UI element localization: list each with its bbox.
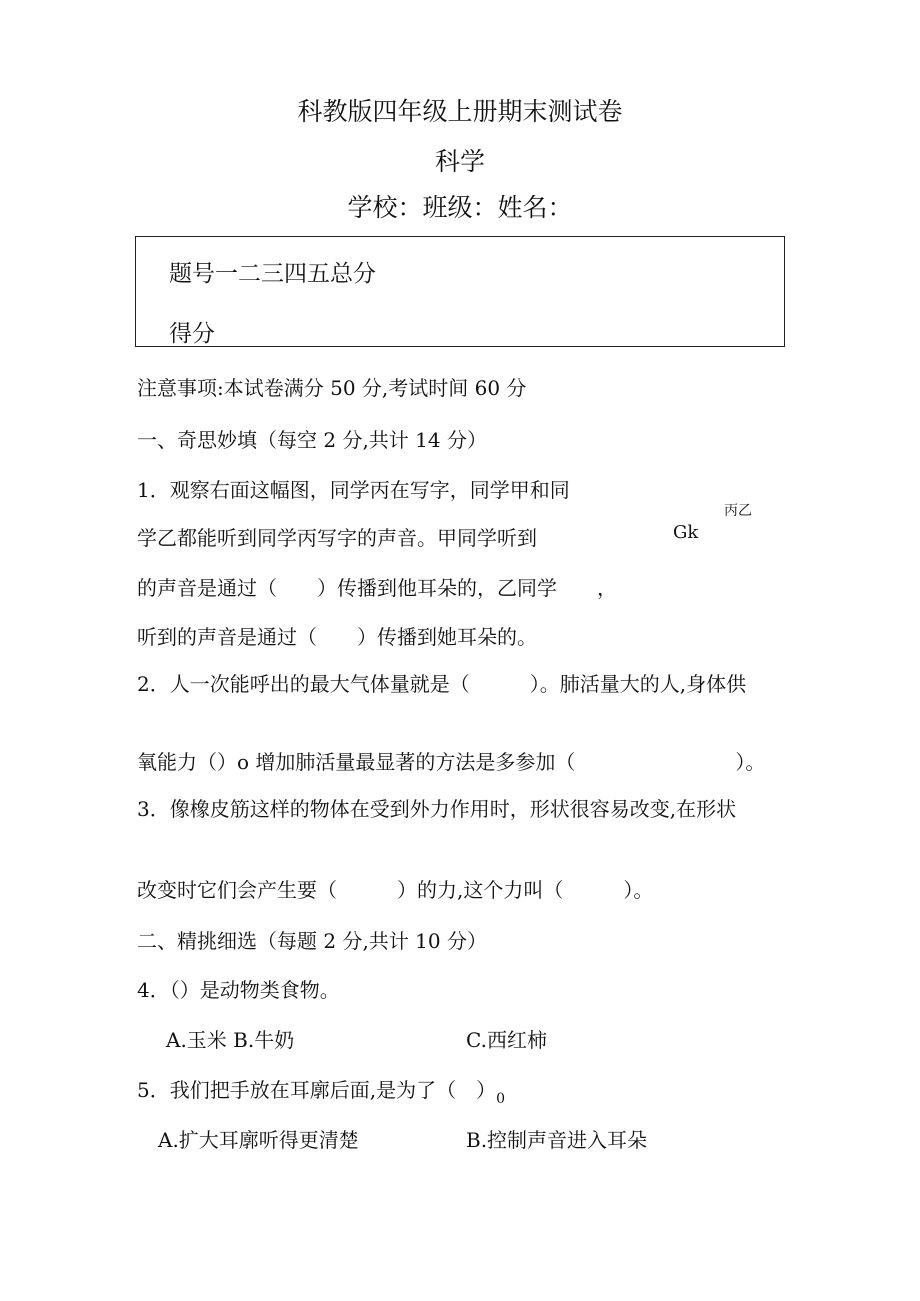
q4-option-c: C.西红柿 <box>466 1028 547 1052</box>
q2-line-2: 氧能力（）o 增加肺活量最显著的方法是多参加（ ）。 <box>137 750 766 774</box>
section-2-heading: 二、精挑细选（每题 2 分,共计 10 分） <box>137 929 487 953</box>
q1-line-2: 学乙都能听到同学丙写字的声音。甲同学听到 <box>137 526 537 550</box>
section-1-heading: 一、奇思妙填（每空 2 分,共计 14 分） <box>137 428 487 452</box>
q5-stem-text: 5．我们把手放在耳廓后面,是为了（ ） <box>137 1078 497 1102</box>
q5-option-a: A.扩大耳廓听得更清楚 <box>158 1128 359 1152</box>
q2-line-1: 2．人一次能呼出的最大气体量就是（ ）。肺活量大的人,身体供 <box>137 672 747 696</box>
score-table <box>135 236 785 347</box>
page-title: 科教版四年级上册期末测试卷 <box>297 97 623 126</box>
subject-title: 科学 <box>434 147 485 176</box>
q3-line-2: 改变时它们会产生要（ ）的力,这个力叫（ ）。 <box>137 878 654 902</box>
q1-line-1: 1．观察右面这幅图，同学丙在写字，同学甲和同 <box>137 478 570 502</box>
score-table-score-row: 得分 <box>169 321 215 347</box>
q1-line-3: 的声音是通过（ ）传播到他耳朵的，乙同学 ， <box>137 576 617 600</box>
figure-label-gk: Gk <box>673 522 699 543</box>
q5-option-b: B.控制声音进入耳朵 <box>466 1128 648 1152</box>
notice-text: 注意事项:本试卷满分 50 分,考试时间 60 分 <box>137 376 527 400</box>
score-table-header-row: 题号一二三四五总分 <box>169 261 376 287</box>
q5-stem <box>137 1074 506 1107</box>
q1-line-4: 听到的声音是通过（ ）传播到她耳朵的。 <box>137 625 537 649</box>
q3-line-1: 3．像橡皮筋这样的物体在受到外力作用时，形状很容易改变,在形状 <box>137 797 737 821</box>
q4-stem: 4．（）是动物类食物。 <box>137 978 340 1002</box>
figure-label-top: 丙乙 <box>724 503 752 519</box>
q5-stem-suffix: 0 <box>496 1091 506 1107</box>
q4-option-ab: A.玉米 B.牛奶 <box>166 1028 295 1052</box>
student-info-line: 学校：班级：姓名： <box>347 193 573 222</box>
